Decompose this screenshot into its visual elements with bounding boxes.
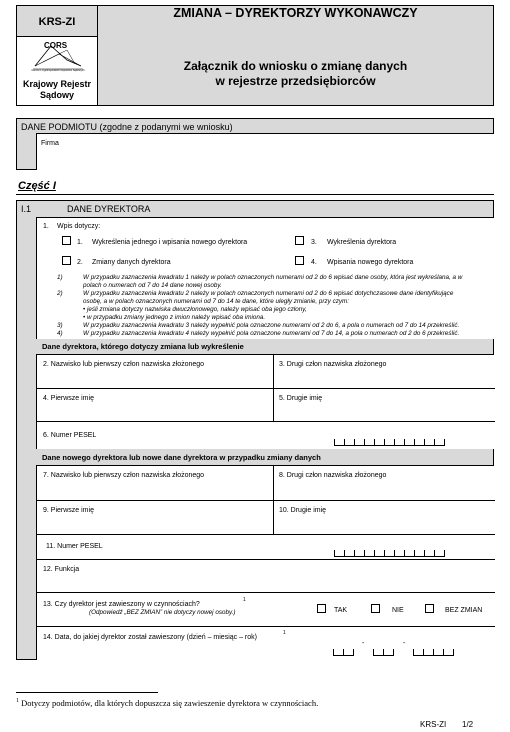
option-4-num: 4. bbox=[311, 259, 317, 266]
logo-box bbox=[16, 36, 98, 106]
firm-field[interactable] bbox=[36, 133, 494, 170]
row-divider bbox=[37, 592, 495, 593]
note-2-line-4: • w przypadku zmiany jednego z imion należy wpisać oba imiona. bbox=[83, 314, 266, 321]
note-2-line-1: W przypadku zaznaczenia kwadratu 2 należy w polach oznaczonych numerami od 2 do 6 wpisać dotychczasowe dane identyfikujące bbox=[83, 290, 454, 297]
option-3-num: 3. bbox=[311, 239, 317, 246]
note-4-num: 4) bbox=[57, 330, 63, 337]
entry-number: 1. bbox=[43, 223, 49, 230]
field-3-label[interactable]: 3. Drugi człon nazwiska złożonego bbox=[279, 361, 387, 368]
pesel-new-input[interactable] bbox=[334, 550, 445, 557]
footnote bbox=[16, 698, 318, 708]
field-13-footnote-ref: 1 bbox=[243, 597, 246, 603]
field-6-label[interactable]: 6. Numer PESEL bbox=[43, 432, 97, 439]
new-director-fields bbox=[36, 465, 494, 660]
option-1-checkbox[interactable] bbox=[62, 236, 71, 245]
form-title: ZMIANA – DYREKTORZY WYKONAWCZY bbox=[173, 6, 418, 20]
row-divider bbox=[37, 388, 495, 389]
footnote-rule bbox=[16, 692, 158, 693]
new-director-heading: Dane nowego dyrektora lub nowe dane dyrektora w przypadku zmiany danych bbox=[42, 453, 321, 462]
suspended-unchanged-checkbox[interactable] bbox=[425, 604, 434, 613]
option-2-checkbox[interactable] bbox=[62, 256, 71, 265]
suspended-no-label: NIE bbox=[392, 607, 404, 614]
field-8-label[interactable]: 8. Drugi człon nazwiska złożonego bbox=[279, 472, 387, 479]
part-rule bbox=[16, 194, 494, 195]
note-2-line-2: osobę, a w polach oznaczonych numerami od 7 do 14 te dane, które uległy zmianie, przy czym: bbox=[83, 298, 350, 305]
option-1-label: Wykreślenia jednego i wpisania nowego dyrektora bbox=[92, 239, 248, 246]
cors-logo bbox=[29, 40, 87, 76]
footer-page: 1/2 bbox=[462, 720, 474, 729]
note-2-num: 2) bbox=[57, 290, 63, 297]
field-13-note: (Odpowiedź „BEZ ZMIAN” nie dotyczy nowej osoby.) bbox=[89, 609, 236, 616]
option-4-checkbox[interactable] bbox=[295, 256, 304, 265]
entry-title: Wpis dotyczy: bbox=[57, 223, 101, 230]
field-5-label[interactable]: 5. Drugie imię bbox=[279, 395, 323, 402]
field-10-label[interactable]: 10. Drugie imię bbox=[279, 507, 327, 514]
option-2-label: Zmiany danych dyrektora bbox=[92, 259, 171, 266]
suspended-no-checkbox[interactable] bbox=[371, 604, 380, 613]
entry-box bbox=[36, 217, 494, 339]
field-2-label[interactable]: 2. Nazwisko lub pierwszy człon nazwiska złożonego bbox=[43, 361, 205, 368]
field-14-footnote-ref: 1 bbox=[283, 630, 286, 636]
field-9-label[interactable]: 9. Pierwsze imię bbox=[43, 507, 94, 514]
form-code: KRS-ZI bbox=[38, 16, 76, 28]
form-subtitle-2: w rejestrze przedsiębiorców bbox=[215, 74, 376, 88]
option-4-label: Wpisania nowego dyrektora bbox=[327, 259, 414, 266]
field-14-label: 14. Data, do jakiej dyrektor został zawieszony (dzień – miesiąc – rok) bbox=[43, 634, 257, 641]
option-3-label: Wykreślenia dyrektora bbox=[327, 239, 397, 246]
registry-name-2: Sądowy bbox=[39, 90, 74, 100]
field-13-label: 13. Czy dyrektor jest zawieszony w czynnościach? bbox=[43, 601, 200, 608]
note-3-line-1: W przypadku zaznaczenia kwadratu 3 należy wypełnić pola oznaczone numerami od 2 do 6, a pola o numerach od 7 do 14 przekreślić. bbox=[83, 322, 460, 329]
section-title: DANE DYREKTORA bbox=[67, 204, 151, 214]
old-director-fields bbox=[36, 354, 494, 449]
footnote-text: Dotyczy podmiotów, dla których dopuszcza się zawieszenie dyrektora w czynnościach. bbox=[21, 698, 319, 708]
entity-section-label: DANE PODMIOTU (zgodne z podanymi we wniosku) bbox=[21, 122, 233, 132]
row-divider bbox=[37, 500, 495, 501]
date-month-input[interactable] bbox=[373, 649, 394, 656]
section-number: I.1 bbox=[21, 204, 32, 214]
row-divider bbox=[37, 421, 495, 422]
note-1-line-2: polach o numerach od 7 do 14 dane nowej osoby. bbox=[83, 282, 222, 289]
row-divider bbox=[37, 559, 495, 560]
section-i1 bbox=[16, 200, 494, 660]
field-7-label[interactable]: 7. Nazwisko lub pierwszy człon nazwiska złożonego bbox=[43, 472, 205, 479]
date-year-input[interactable] bbox=[413, 649, 454, 656]
note-3-num: 3) bbox=[57, 322, 63, 329]
registry-name-1: Krajowy Rejestr bbox=[22, 79, 92, 89]
option-1-num: 1. bbox=[77, 239, 83, 246]
note-2-line-3: • jeśli zmiana dotyczy nazwiska dwuczłonowego, należy wpisać oba jego człony, bbox=[83, 306, 307, 313]
field-11-label[interactable]: 11. Numer PESEL bbox=[46, 543, 103, 550]
note-4-line-1: W przypadku zaznaczenia kwadratu 4 należy wypełnić pola oznaczone numerami od 7 do 14, a pola o numerach od 2 do 6 przekreślić. bbox=[83, 330, 460, 337]
field-12-label[interactable]: 12. Funkcja bbox=[43, 566, 80, 573]
footnote-number: 1 bbox=[16, 698, 19, 705]
logo-text: CORS bbox=[44, 41, 68, 50]
title-box bbox=[97, 5, 494, 106]
logo-subtext: Centrum Ogólnopolskich Rejestrów Sądowych bbox=[31, 69, 85, 72]
field-4-label[interactable]: 4. Pierwsze imię bbox=[43, 395, 94, 402]
entity-section bbox=[16, 118, 494, 170]
note-1-line-1: W przypadku zaznaczenia kwadratu 1 należy w polach oznaczonych numerami od 2 do 6 wpisać dane osoby, która jest wykreślana, a w bbox=[83, 274, 463, 281]
form-subtitle-1: Załącznik do wniosku o zmianę danych bbox=[183, 59, 408, 73]
col-divider bbox=[273, 355, 274, 421]
col-divider bbox=[273, 466, 274, 534]
suspended-yes-label: TAK bbox=[334, 607, 348, 614]
suspended-unchanged-label: BEZ ZMIAN bbox=[445, 607, 483, 614]
option-3-checkbox[interactable] bbox=[295, 236, 304, 245]
old-director-heading: Dane dyrektora, którego dotyczy zmiana lub wykreślenie bbox=[42, 342, 244, 351]
row-divider bbox=[37, 626, 495, 627]
form-code-box bbox=[16, 5, 98, 37]
date-separator-1: - bbox=[362, 640, 365, 647]
row-divider bbox=[37, 534, 495, 535]
option-2-num: 2. bbox=[77, 259, 83, 266]
footer-form-code: KRS-ZI bbox=[420, 720, 447, 729]
date-day-input[interactable] bbox=[333, 649, 354, 656]
part-heading: Część I bbox=[18, 180, 56, 192]
suspended-yes-checkbox[interactable] bbox=[317, 604, 326, 613]
note-1-num: 1) bbox=[57, 274, 63, 281]
firm-label: Firma bbox=[41, 140, 59, 147]
date-separator-2: - bbox=[403, 640, 406, 647]
pesel-old-input[interactable] bbox=[334, 439, 445, 446]
